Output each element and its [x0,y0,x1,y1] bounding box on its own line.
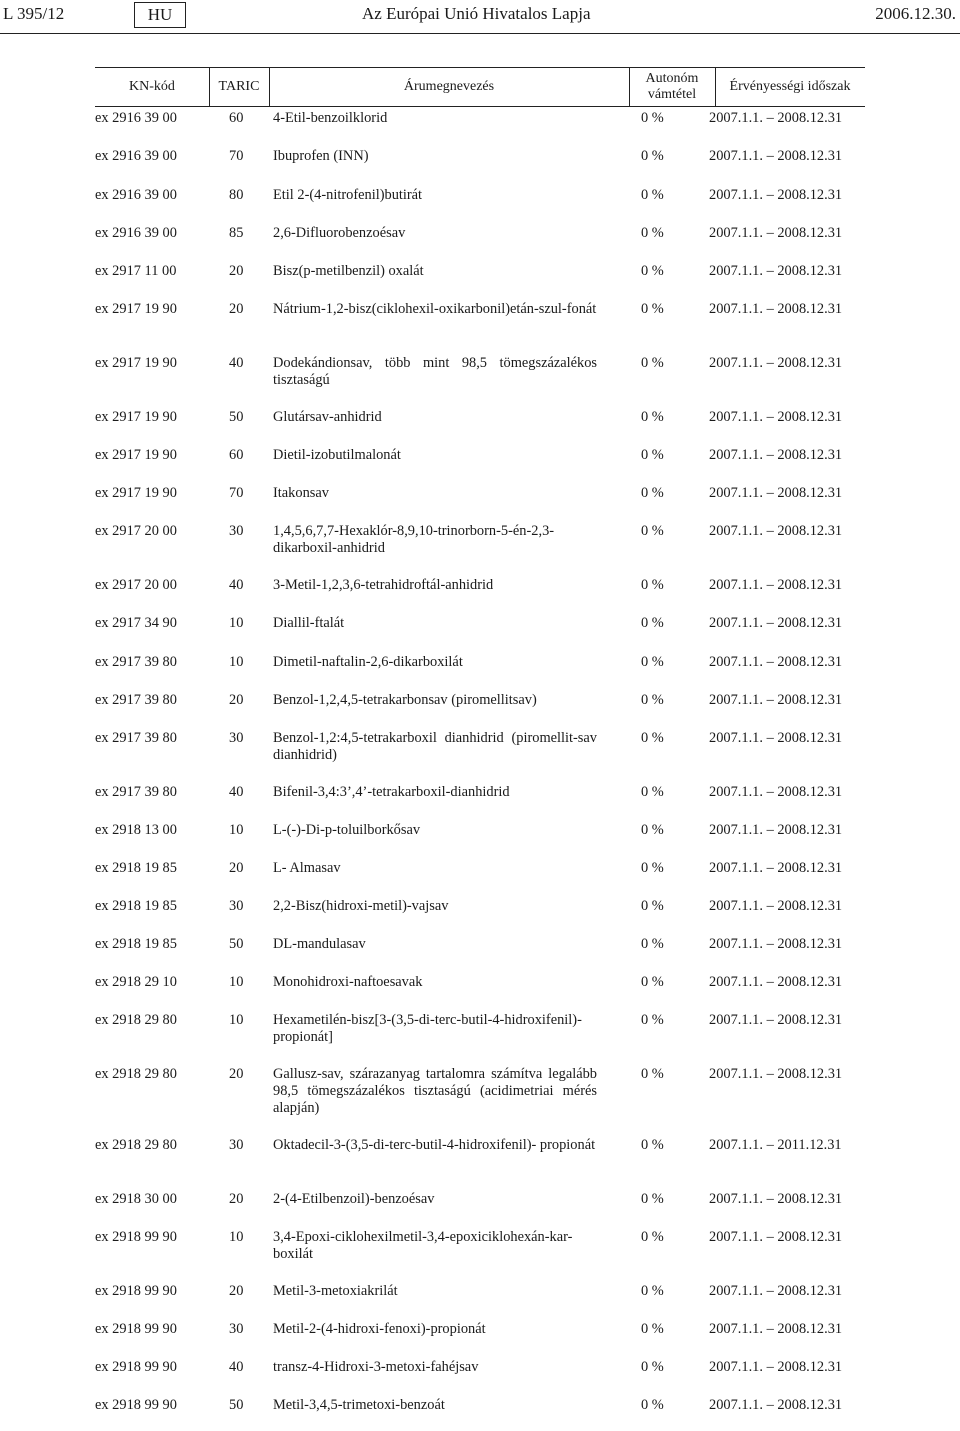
cell-description: DL-mandulasav [273,936,366,952]
cell-duty: 0 % [641,1397,664,1413]
cell-kn-code: ex 2918 19 85 [95,860,177,876]
cell-validity: 2007.1.1. – 2008.12.31 [709,692,843,708]
cell-duty: 0 % [641,974,664,990]
cell-taric: 10 [229,974,244,990]
cell-validity: 2007.1.1. – 2008.12.31 [709,822,843,838]
cell-kn-code: ex 2918 19 85 [95,936,177,952]
cell-description: Metil-2-(4-hidroxi-fenoxi)-propionát [273,1321,486,1337]
cell-validity: 2007.1.1. – 2008.12.31 [709,187,843,203]
cell-description: Metil-3,4,5-trimetoxi-benzoát [273,1397,445,1413]
cell-duty: 0 % [641,577,664,593]
table-header [95,67,865,107]
cell-description: Glutársav-anhidrid [273,409,382,425]
cell-validity: 2007.1.1. – 2008.12.31 [709,898,843,914]
cell-kn-code: ex 2916 39 00 [95,110,177,126]
cell-validity: 2007.1.1. – 2008.12.31 [709,936,843,952]
cell-taric: 60 [229,110,244,126]
cell-validity: 2007.1.1. – 2008.12.31 [709,447,843,463]
cell-validity: 2007.1.1. – 2008.12.31 [709,225,843,241]
cell-duty: 0 % [641,692,664,708]
cell-validity: 2007.1.1. – 2008.12.31 [709,301,843,317]
cell-validity: 2007.1.1. – 2011.12.31 [709,1137,842,1153]
cell-validity: 2007.1.1. – 2008.12.31 [709,148,843,164]
cell-taric: 20 [229,860,244,876]
cell-duty: 0 % [641,187,664,203]
cell-taric: 30 [229,730,244,746]
cell-description: Gallusz-sav, szárazanyag tartalomra számítva legalább 98,5 tömegszázalékos tisztaságú (acidimetriai mérés alapján) [273,1066,597,1116]
cell-description: Itakonsav [273,485,329,501]
cell-duty: 0 % [641,110,664,126]
cell-description: Benzol-1,2,4,5-tetrakarbonsav (piromellitsav) [273,692,537,708]
cell-kn-code: ex 2918 99 90 [95,1359,177,1375]
cell-kn-code: ex 2917 11 00 [95,263,177,279]
cell-description: Oktadecil-3-(3,5-di-terc-butil-4-hidroxifenil)- propionát [273,1137,596,1153]
cell-kn-code: ex 2918 13 00 [95,822,177,838]
cell-duty: 0 % [641,1137,664,1153]
cell-taric: 40 [229,784,244,800]
cell-validity: 2007.1.1. – 2008.12.31 [709,409,843,425]
cell-taric: 20 [229,692,244,708]
cell-description: transz-4-Hidroxi-3-metoxi-fahéjsav [273,1359,479,1375]
cell-duty: 0 % [641,523,664,539]
journal-header [0,0,960,34]
cell-duty: 0 % [641,654,664,670]
cell-kn-code: ex 2918 99 90 [95,1397,177,1413]
cell-duty: 0 % [641,447,664,463]
cell-validity: 2007.1.1. – 2008.12.31 [709,485,843,501]
cell-duty: 0 % [641,225,664,241]
cell-taric: 10 [229,1229,244,1245]
cell-validity: 2007.1.1. – 2008.12.31 [709,1283,843,1299]
col-header-duty-line1: Autonóm [645,71,699,86]
cell-description: 2,2-Bisz(hidroxi-metil)-vajsav [273,898,449,914]
cell-kn-code: ex 2916 39 00 [95,187,177,203]
cell-validity: 2007.1.1. – 2008.12.31 [709,577,843,593]
cell-validity: 2007.1.1. – 2008.12.31 [709,974,843,990]
cell-validity: 2007.1.1. – 2008.12.31 [709,110,843,126]
cell-kn-code: ex 2918 99 90 [95,1229,177,1245]
cell-taric: 50 [229,1397,244,1413]
cell-taric: 80 [229,187,244,203]
cell-duty: 0 % [641,936,664,952]
tariff-table [95,67,865,1413]
cell-validity: 2007.1.1. – 2008.12.31 [709,1191,843,1207]
cell-duty: 0 % [641,301,664,317]
col-header-description: Árumegnevezés [403,79,495,94]
cell-taric: 20 [229,1191,244,1207]
cell-kn-code: ex 2916 39 00 [95,225,177,241]
cell-description: 3,4-Epoxi-ciklohexilmetil-3,4-epoxiciklohexán-kar-boxilát [273,1229,573,1262]
cell-kn-code: ex 2917 20 00 [95,577,177,593]
cell-taric: 30 [229,1137,244,1153]
cell-kn-code: ex 2918 99 90 [95,1321,177,1337]
cell-description: 4-Etil-benzoilklorid [273,110,388,126]
cell-kn-code: ex 2917 19 90 [95,355,177,371]
cell-kn-code: ex 2918 29 80 [95,1012,177,1028]
cell-description: L-(-)-Di-p-toluilborkősav [273,822,421,838]
cell-description: Dodekándionsav, több mint 98,5 tömegszázalékos tisztaságú [273,355,597,388]
cell-duty: 0 % [641,1283,664,1299]
cell-description: 2,6-Difluorobenzoésav [273,225,406,241]
cell-kn-code: ex 2917 39 80 [95,784,177,800]
cell-validity: 2007.1.1. – 2008.12.31 [709,784,843,800]
cell-validity: 2007.1.1. – 2008.12.31 [709,523,843,539]
cell-validity: 2007.1.1. – 2008.12.31 [709,263,843,279]
cell-validity: 2007.1.1. – 2008.12.31 [709,355,843,371]
cell-validity: 2007.1.1. – 2008.12.31 [709,1229,843,1245]
cell-taric: 20 [229,1066,244,1082]
cell-kn-code: ex 2917 39 80 [95,692,177,708]
cell-duty: 0 % [641,615,664,631]
cell-duty: 0 % [641,898,664,914]
cell-taric: 60 [229,447,244,463]
cell-taric: 30 [229,523,244,539]
cell-description: 3-Metil-1,2,3,6-tetrahidroftál-anhidrid [273,577,494,593]
cell-taric: 30 [229,898,244,914]
col-header-kn: KN-kód [129,79,175,94]
cell-kn-code: ex 2917 19 90 [95,485,177,501]
cell-taric: 20 [229,1283,244,1299]
cell-description: Metil-3-metoxiakrilát [273,1283,398,1299]
cell-taric: 30 [229,1321,244,1337]
cell-taric: 40 [229,355,244,371]
cell-validity: 2007.1.1. – 2008.12.31 [709,615,843,631]
cell-validity: 2007.1.1. – 2008.12.31 [709,860,843,876]
cell-validity: 2007.1.1. – 2008.12.31 [709,1012,843,1028]
cell-duty: 0 % [641,730,664,746]
cell-duty: 0 % [641,1012,664,1028]
cell-description: Dietil-izobutilmalonát [273,447,401,463]
cell-duty: 0 % [641,1066,664,1082]
cell-duty: 0 % [641,148,664,164]
cell-kn-code: ex 2917 39 80 [95,730,177,746]
cell-kn-code: ex 2917 19 90 [95,409,177,425]
cell-validity: 2007.1.1. – 2008.12.31 [709,730,843,746]
cell-duty: 0 % [641,784,664,800]
cell-duty: 0 % [641,485,664,501]
cell-validity: 2007.1.1. – 2008.12.31 [709,654,843,670]
cell-duty: 0 % [641,263,664,279]
cell-taric: 85 [229,225,244,241]
cell-kn-code: ex 2917 19 90 [95,447,177,463]
publication-date: 2006.12.30. [875,4,956,23]
cell-description: L- Almasav [273,860,341,876]
cell-kn-code: ex 2917 20 00 [95,523,177,539]
cell-taric: 40 [229,577,244,593]
cell-validity: 2007.1.1. – 2008.12.31 [709,1397,843,1413]
cell-kn-code: ex 2918 29 80 [95,1066,177,1082]
cell-taric: 10 [229,822,244,838]
cell-taric: 50 [229,936,244,952]
cell-duty: 0 % [641,1321,664,1337]
col-header-taric: TARIC [218,79,260,94]
cell-description: 1,4,5,6,7,7-Hexaklór-8,9,10-trinorborn-5-én-2,3-dikarboxil-anhidrid [273,523,555,556]
cell-description: Dimetil-naftalin-2,6-dikarboxilát [273,654,463,670]
cell-taric: 20 [229,301,244,317]
cell-taric: 10 [229,654,244,670]
col-header-validity: Érvényességi időszak [729,79,851,94]
cell-kn-code: ex 2917 39 80 [95,654,177,670]
cell-duty: 0 % [641,1191,664,1207]
cell-duty: 0 % [641,860,664,876]
cell-taric: 40 [229,1359,244,1375]
cell-duty: 0 % [641,355,664,371]
cell-kn-code: ex 2918 29 10 [95,974,177,990]
cell-description: Bifenil-3,4:3’,4’-tetrakarboxil-dianhidrid [273,784,510,800]
cell-duty: 0 % [641,1229,664,1245]
cell-taric: 10 [229,615,244,631]
cell-kn-code: ex 2918 99 90 [95,1283,177,1299]
cell-description: Diallil-ftalát [273,615,345,631]
cell-taric: 10 [229,1012,244,1028]
cell-taric: 70 [229,148,244,164]
col-header-duty [629,68,715,106]
cell-kn-code: ex 2917 34 90 [95,615,177,631]
cell-description: 2-(4-Etilbenzoil)-benzoésav [273,1191,435,1207]
cell-duty: 0 % [641,822,664,838]
cell-description: Monohidroxi-naftoesavak [273,974,423,990]
language-badge: HU [134,2,186,28]
cell-kn-code: ex 2916 39 00 [95,148,177,164]
cell-description: Nátrium-1,2-bisz(ciklohexil-oxikarbonil)etán-szul-fonát [273,301,597,317]
cell-taric: 50 [229,409,244,425]
cell-description: Etil 2-(4-nitrofenil)butirát [273,187,423,203]
cell-kn-code: ex 2918 29 80 [95,1137,177,1153]
page-reference: L 395/12 [3,4,65,23]
cell-kn-code: ex 2918 19 85 [95,898,177,914]
journal-title: Az Európai Unió Hivatalos Lapja [362,4,591,23]
cell-description: Hexametilén-bisz[3-(3,5-di-terc-butil-4-hidroxifenil)-propionát] [273,1012,582,1045]
cell-kn-code: ex 2917 19 90 [95,301,177,317]
cell-description: Ibuprofen (INN) [273,148,369,164]
col-header-duty-line2: vámtétel [647,87,697,102]
cell-description: Benzol-1,2:4,5-tetrakarboxil dianhidrid (piromellit-sav dianhidrid) [273,730,597,763]
cell-duty: 0 % [641,1359,664,1375]
cell-taric: 70 [229,485,244,501]
cell-validity: 2007.1.1. – 2008.12.31 [709,1359,843,1375]
cell-kn-code: ex 2918 30 00 [95,1191,177,1207]
cell-description: Bisz(p-metilbenzil) oxalát [273,263,424,279]
cell-validity: 2007.1.1. – 2008.12.31 [709,1066,843,1082]
cell-duty: 0 % [641,409,664,425]
cell-validity: 2007.1.1. – 2008.12.31 [709,1321,843,1337]
cell-taric: 20 [229,263,244,279]
